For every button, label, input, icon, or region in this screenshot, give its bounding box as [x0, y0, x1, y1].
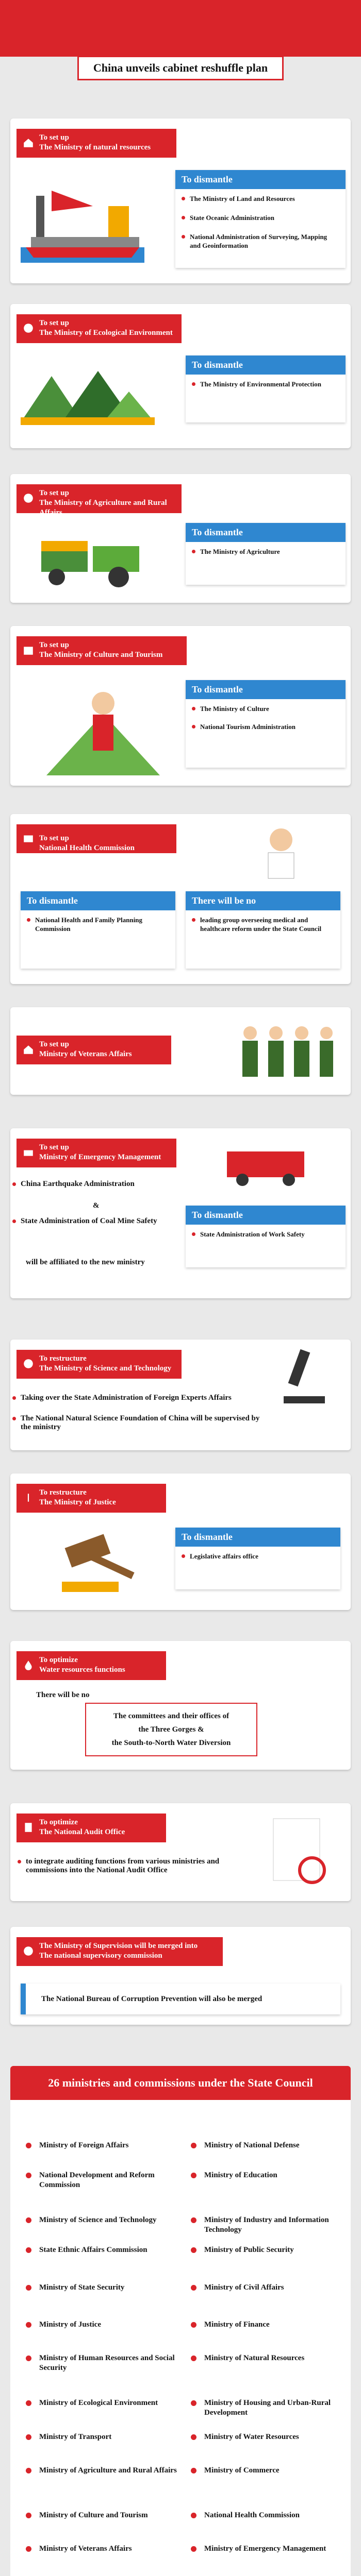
house-icon	[23, 1044, 34, 1055]
mountain-illustration	[21, 366, 155, 428]
optimize-banner: To optimize The National Audit Office	[17, 1814, 166, 1842]
dismantle-panel	[175, 170, 346, 268]
merge-note-box	[21, 1984, 340, 2014]
section-veterans	[10, 1007, 351, 1095]
list-item: State Administration of Work Safety	[200, 1230, 339, 1239]
list-item: to integrate auditing functions from various ministries and commissions into the National Audit Office	[26, 1857, 248, 1875]
list-item: The National Natural Science Foundation of China will be supervised by the ministry	[21, 1414, 268, 1432]
ministry-item: Ministry of Human Resources and Social Security	[26, 2353, 184, 2373]
restructure-banner: To restructure The Ministry of Justice	[17, 1484, 166, 1513]
list-item: State Oceanic Administration	[190, 213, 339, 222]
ministry-item: Ministry of Natural Resources	[191, 2353, 349, 2363]
ministries-list-title: 26 ministries and commissions under the State Council	[10, 2066, 351, 2100]
dismantle-heading: To dismantle	[186, 680, 346, 699]
ministry-item: Ministry of Justice	[26, 2320, 184, 2330]
doctor-illustration	[258, 824, 304, 881]
ministry-item: Ministry of Ecological Environment	[26, 2398, 184, 2408]
fire-truck-illustration	[227, 1146, 309, 1188]
list-item: China Earthquake Administration	[21, 1180, 170, 1189]
list-item: Taking over the State Administration of Foreign Experts Affairs	[21, 1394, 268, 1402]
restructure-banner: To restructure The Ministry of Science and Technology	[17, 1350, 182, 1379]
list-item: National Tourism Administration	[200, 722, 339, 731]
no-longer-heading: There will be no	[186, 891, 340, 910]
dismantle-heading: To dismantle	[175, 170, 346, 189]
ministry-item: Ministry of Veterans Affairs	[26, 2544, 184, 2554]
affiliation-note: will be affiliated to the new ministry	[26, 1258, 145, 1266]
dismantle-panel	[186, 523, 346, 585]
merge-icon	[23, 1945, 34, 1957]
camera-icon	[23, 833, 34, 844]
ministry-item: Ministry of Commerce	[191, 2466, 349, 2476]
calendar-icon	[23, 645, 34, 656]
list-item: The Ministry of Land and Resources	[190, 194, 339, 203]
house-icon	[23, 137, 34, 148]
ministry-item: Ministry of Finance	[191, 2320, 349, 2330]
list-item: Legislative affairs office	[190, 1552, 334, 1561]
lead-text: There will be no	[36, 1691, 90, 1699]
ministry-item: Ministry of Foreign Affairs	[26, 2141, 184, 2150]
document-icon	[23, 1822, 34, 1833]
ministry-item: National Development and Reform Commission	[26, 2171, 184, 2190]
list-item: State Administration of Coal Mine Safety	[21, 1217, 170, 1226]
dismantle-panel	[21, 891, 175, 969]
leaf-icon	[23, 323, 34, 334]
oil-rig-illustration	[21, 175, 144, 268]
audit-illustration	[263, 1814, 335, 1891]
optimize-banner: To optimize Water resources functions	[17, 1651, 166, 1680]
ministry-item: Ministry of Water Resources	[191, 2432, 349, 2442]
tractor-illustration	[41, 531, 155, 587]
dismantle-panel	[175, 1528, 340, 1589]
setup-banner: To set up Ministry of Emergency Management	[17, 1139, 176, 1167]
soldiers-illustration	[237, 1020, 335, 1082]
ministry-item: Ministry of Civil Affairs	[191, 2283, 349, 2293]
truck-icon	[23, 1147, 34, 1158]
setup-banner: To set up The Ministry of natural resources	[17, 129, 176, 158]
top-banner	[0, 0, 361, 57]
setup-banner: To set up National Health Commission	[17, 824, 176, 853]
tractor-icon	[23, 493, 34, 504]
list-item: The Ministry of Environmental Protection	[200, 380, 339, 388]
water-icon	[23, 1659, 34, 1671]
microscope-illustration	[273, 1345, 335, 1412]
ministry-item: Ministry of Industry and Information Technology	[191, 2215, 349, 2235]
gavel-illustration	[57, 1530, 155, 1597]
dismantle-heading: To dismantle	[175, 1528, 340, 1547]
dismantle-panel	[186, 355, 346, 422]
setup-banner: To set up The Ministry of Agriculture and Rural Affairs	[17, 484, 182, 513]
merge-note: The National Bureau of Corruption Prevention will also be merged	[41, 1995, 262, 2003]
ministry-item: Ministry of Education	[191, 2171, 349, 2180]
section-agriculture	[10, 474, 351, 603]
page-title: China unveils cabinet reshuffle plan	[77, 56, 284, 80]
ministries-list	[10, 2066, 351, 2576]
merge-banner: The Ministry of Supervision will be merged into The national supervisory commission	[17, 1937, 223, 1966]
section-water-resources	[10, 1641, 351, 1770]
dismantle-heading: To dismantle	[186, 1206, 346, 1225]
ministry-item: Ministry of State Security	[26, 2283, 184, 2293]
setup-banner: To set up Ministry of Veterans Affairs	[17, 1036, 171, 1064]
list-item: National Administration of Surveying, Mapping and Geoinformation	[190, 232, 339, 250]
list-item: The Ministry of Agriculture	[200, 547, 339, 556]
section-justice	[10, 1473, 351, 1610]
dismantle-heading: To dismantle	[186, 523, 346, 542]
ministry-item: Ministry of Science and Technology	[26, 2215, 184, 2225]
ministry-item: Ministry of National Defense	[191, 2141, 349, 2150]
list-item: The Ministry of Culture	[200, 704, 339, 713]
ministry-item: Ministry of Agriculture and Rural Affairs	[26, 2466, 184, 2476]
no-longer-panel	[186, 891, 340, 969]
section-natural-resources	[10, 118, 351, 283]
water-text-1: The committees and their offices of	[113, 1712, 229, 1720]
section-culture-tourism	[10, 626, 351, 786]
dismantle-heading: To dismantle	[21, 891, 175, 910]
tourist-illustration	[46, 683, 160, 775]
dismantle-panel	[186, 1206, 346, 1267]
section-national-health	[10, 814, 351, 984]
list-item: leading group overseeing medical and healthcare reform under the State Council	[200, 916, 334, 933]
scales-icon	[23, 1492, 34, 1503]
setup-banner: To set up The Ministry of Culture and Tourism	[17, 636, 187, 665]
ministry-item: Ministry of Emergency Management	[191, 2544, 349, 2554]
section-emergency-management	[10, 1128, 351, 1298]
water-text-3: the South-to-North Water Diversion	[111, 1739, 231, 1747]
water-functions-box	[85, 1703, 257, 1756]
ampersand: &	[93, 1201, 100, 1210]
ministry-item: Ministry of Housing and Urban-Rural Development	[191, 2398, 349, 2418]
ministry-item: Ministry of Transport	[26, 2432, 184, 2442]
dismantle-panel	[186, 680, 346, 768]
section-supervision	[10, 1927, 351, 2025]
water-text-2: the Three Gorges &	[138, 1725, 204, 1734]
setup-banner: To set up The Ministry of Ecological Environment	[17, 314, 182, 343]
section-audit-office	[10, 1803, 351, 1901]
ministry-item: State Ethnic Affairs Commission	[26, 2245, 184, 2255]
ministry-item: National Health Commission	[191, 2511, 349, 2520]
section-science-technology	[10, 1340, 351, 1450]
atom-icon	[23, 1358, 34, 1369]
list-item: National Health and Family Planning Commission	[35, 916, 169, 933]
dismantle-heading: To dismantle	[186, 355, 346, 375]
ministry-item: Ministry of Public Security	[191, 2245, 349, 2255]
section-ecological-environment	[10, 304, 351, 448]
ministry-item: Ministry of Culture and Tourism	[26, 2511, 184, 2520]
